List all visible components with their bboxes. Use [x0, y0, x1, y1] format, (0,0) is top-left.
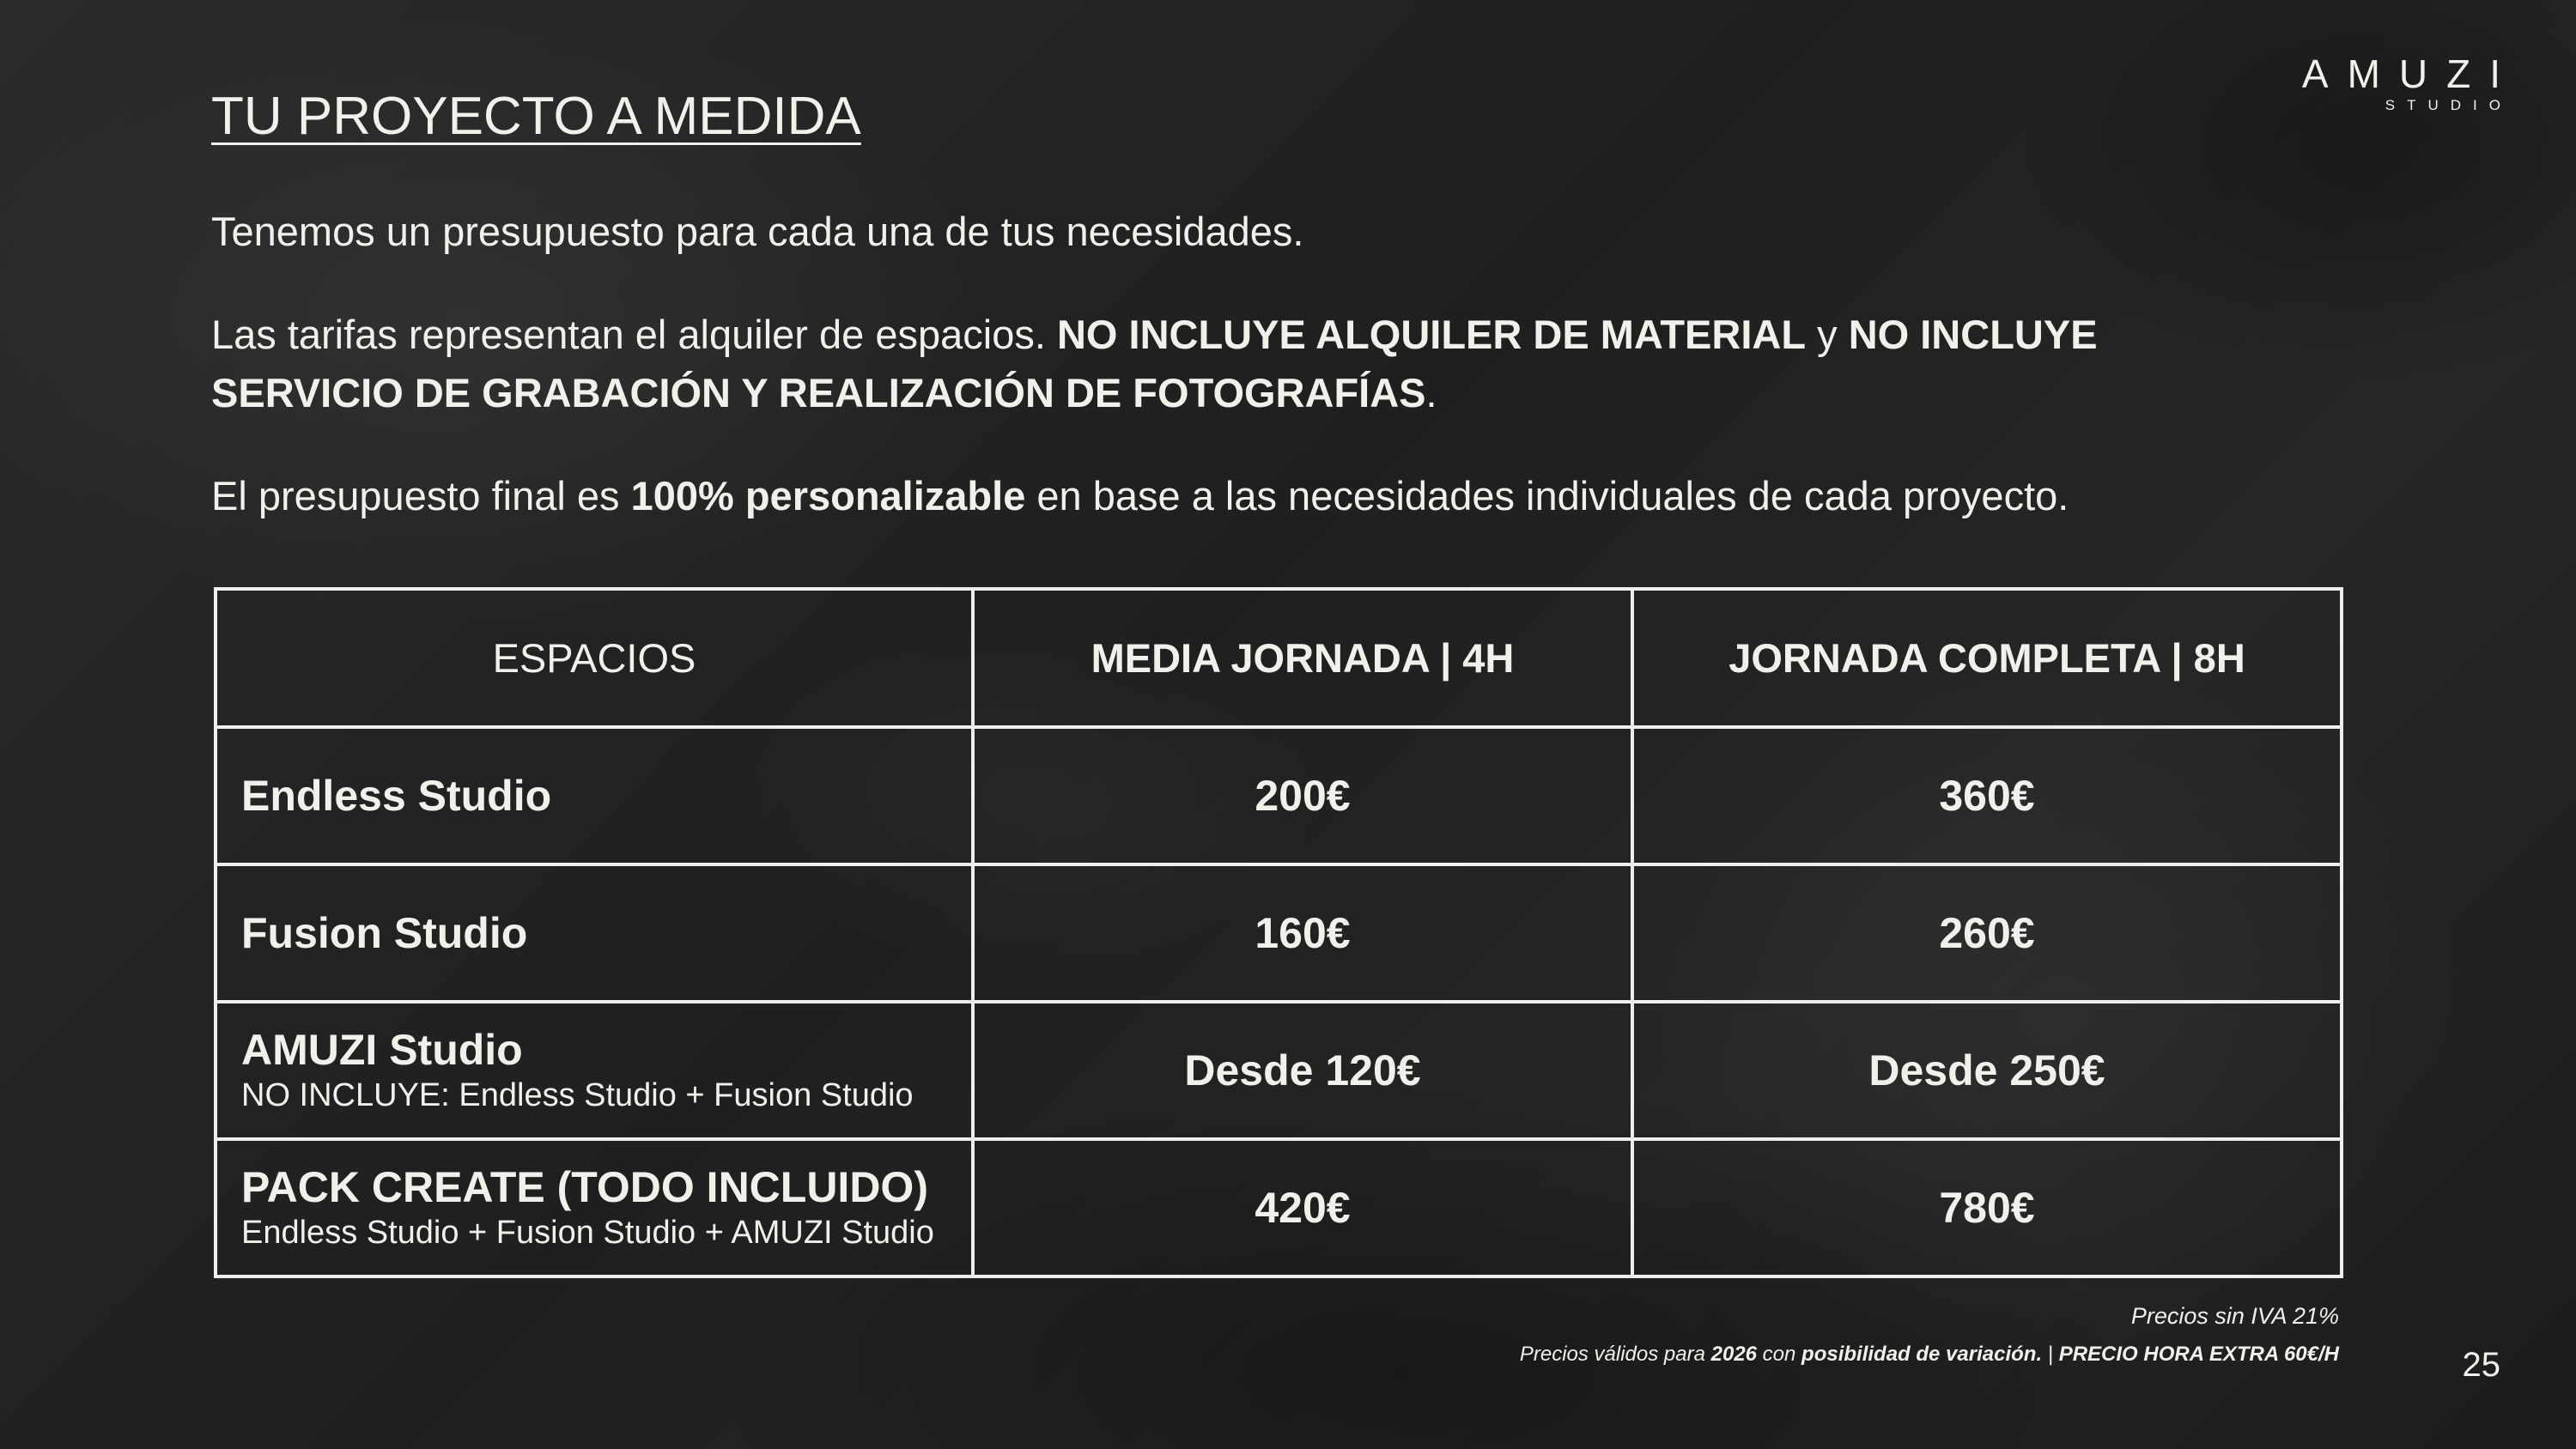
space-note: NO INCLUYE: Endless Studio + Fusion Studio — [241, 1077, 914, 1113]
validity-year: 2026 — [1710, 1343, 1758, 1366]
header-espacios: ESPACIOS — [216, 589, 973, 727]
table-row — [216, 1139, 2342, 1276]
logo-subtitle: STUDIO — [2385, 97, 2512, 113]
space-note: Endless Studio + Fusion Studio + AMUZI Studio — [241, 1215, 934, 1251]
amuzi-logo — [2301, 52, 2519, 115]
full-day-price: Desde 250€ — [1632, 1002, 2342, 1139]
half-day-price: 420€ — [973, 1139, 1632, 1276]
table-header-row — [216, 589, 2342, 727]
space-name: Endless Studio — [241, 772, 552, 820]
validity-footnote — [1520, 1343, 2339, 1367]
no-material-notice: NO INCLUYE ALQUILER DE MATERIAL — [1056, 312, 1807, 357]
period-text: . — [1425, 370, 1437, 415]
intro-paragraph-2 — [211, 306, 2186, 422]
space-cell — [216, 1002, 973, 1139]
validity-variation: posibilidad de variación. — [1801, 1343, 2043, 1366]
budget-text-suffix: en base a las necesidades individuales de cada proyecto. — [1025, 473, 2069, 518]
half-day-price: Desde 120€ — [973, 1002, 1632, 1139]
footnote-separator: | — [2042, 1343, 2059, 1366]
table-row — [216, 1002, 2342, 1139]
conjunction-text: y — [1806, 312, 1849, 357]
extra-hour-price: PRECIO HORA EXTRA 60€/H — [2058, 1343, 2339, 1366]
table-row — [216, 727, 2342, 864]
space-name: PACK CREATE (TODO INCLUIDO) — [241, 1163, 928, 1211]
space-cell — [216, 1139, 973, 1276]
space-name: AMUZI Studio — [241, 1026, 523, 1074]
page-number: 25 — [2462, 1346, 2500, 1384]
space-name: Fusion Studio — [241, 909, 528, 957]
budget-text-prefix: El presupuesto final es — [211, 473, 631, 518]
half-day-price: 160€ — [973, 864, 1632, 1002]
header-media-jornada: MEDIA JORNADA | 4H — [973, 589, 1632, 727]
space-cell — [216, 864, 973, 1002]
tariff-text: Las tarifas representan el alquiler de espacios. — [211, 312, 1057, 357]
half-day-price: 200€ — [973, 727, 1632, 864]
intro-paragraph-1 — [211, 203, 2186, 261]
full-day-price: 260€ — [1632, 864, 2342, 1002]
personalizable-highlight: 100% personalizable — [630, 473, 1026, 518]
header-jornada-completa: JORNADA COMPLETA | 8H — [1632, 589, 2342, 727]
no-recording-notice: NO INCLUYE SERVICIO DE GRABACIÓN Y REALIZACIÓN DE FOTOGRAFÍAS — [211, 312, 2098, 415]
space-cell — [216, 727, 973, 864]
page-title: TU PROYECTO A MEDIDA — [211, 87, 861, 146]
intro-paragraph-3 — [211, 467, 2186, 525]
table-row — [216, 864, 2342, 1002]
intro-line-1: Tenemos un presupuesto para cada una de tus necesidades. — [211, 209, 1304, 254]
full-day-price: 780€ — [1632, 1139, 2342, 1276]
validity-prefix: Precios válidos para — [1519, 1343, 1711, 1366]
pricing-table — [214, 587, 2343, 1278]
iva-footnote: Precios sin IVA 21% — [2130, 1303, 2339, 1329]
logo-wordmark: AMUZI — [2301, 52, 2519, 96]
validity-mid: con — [1757, 1343, 1802, 1366]
full-day-price: 360€ — [1632, 727, 2342, 864]
